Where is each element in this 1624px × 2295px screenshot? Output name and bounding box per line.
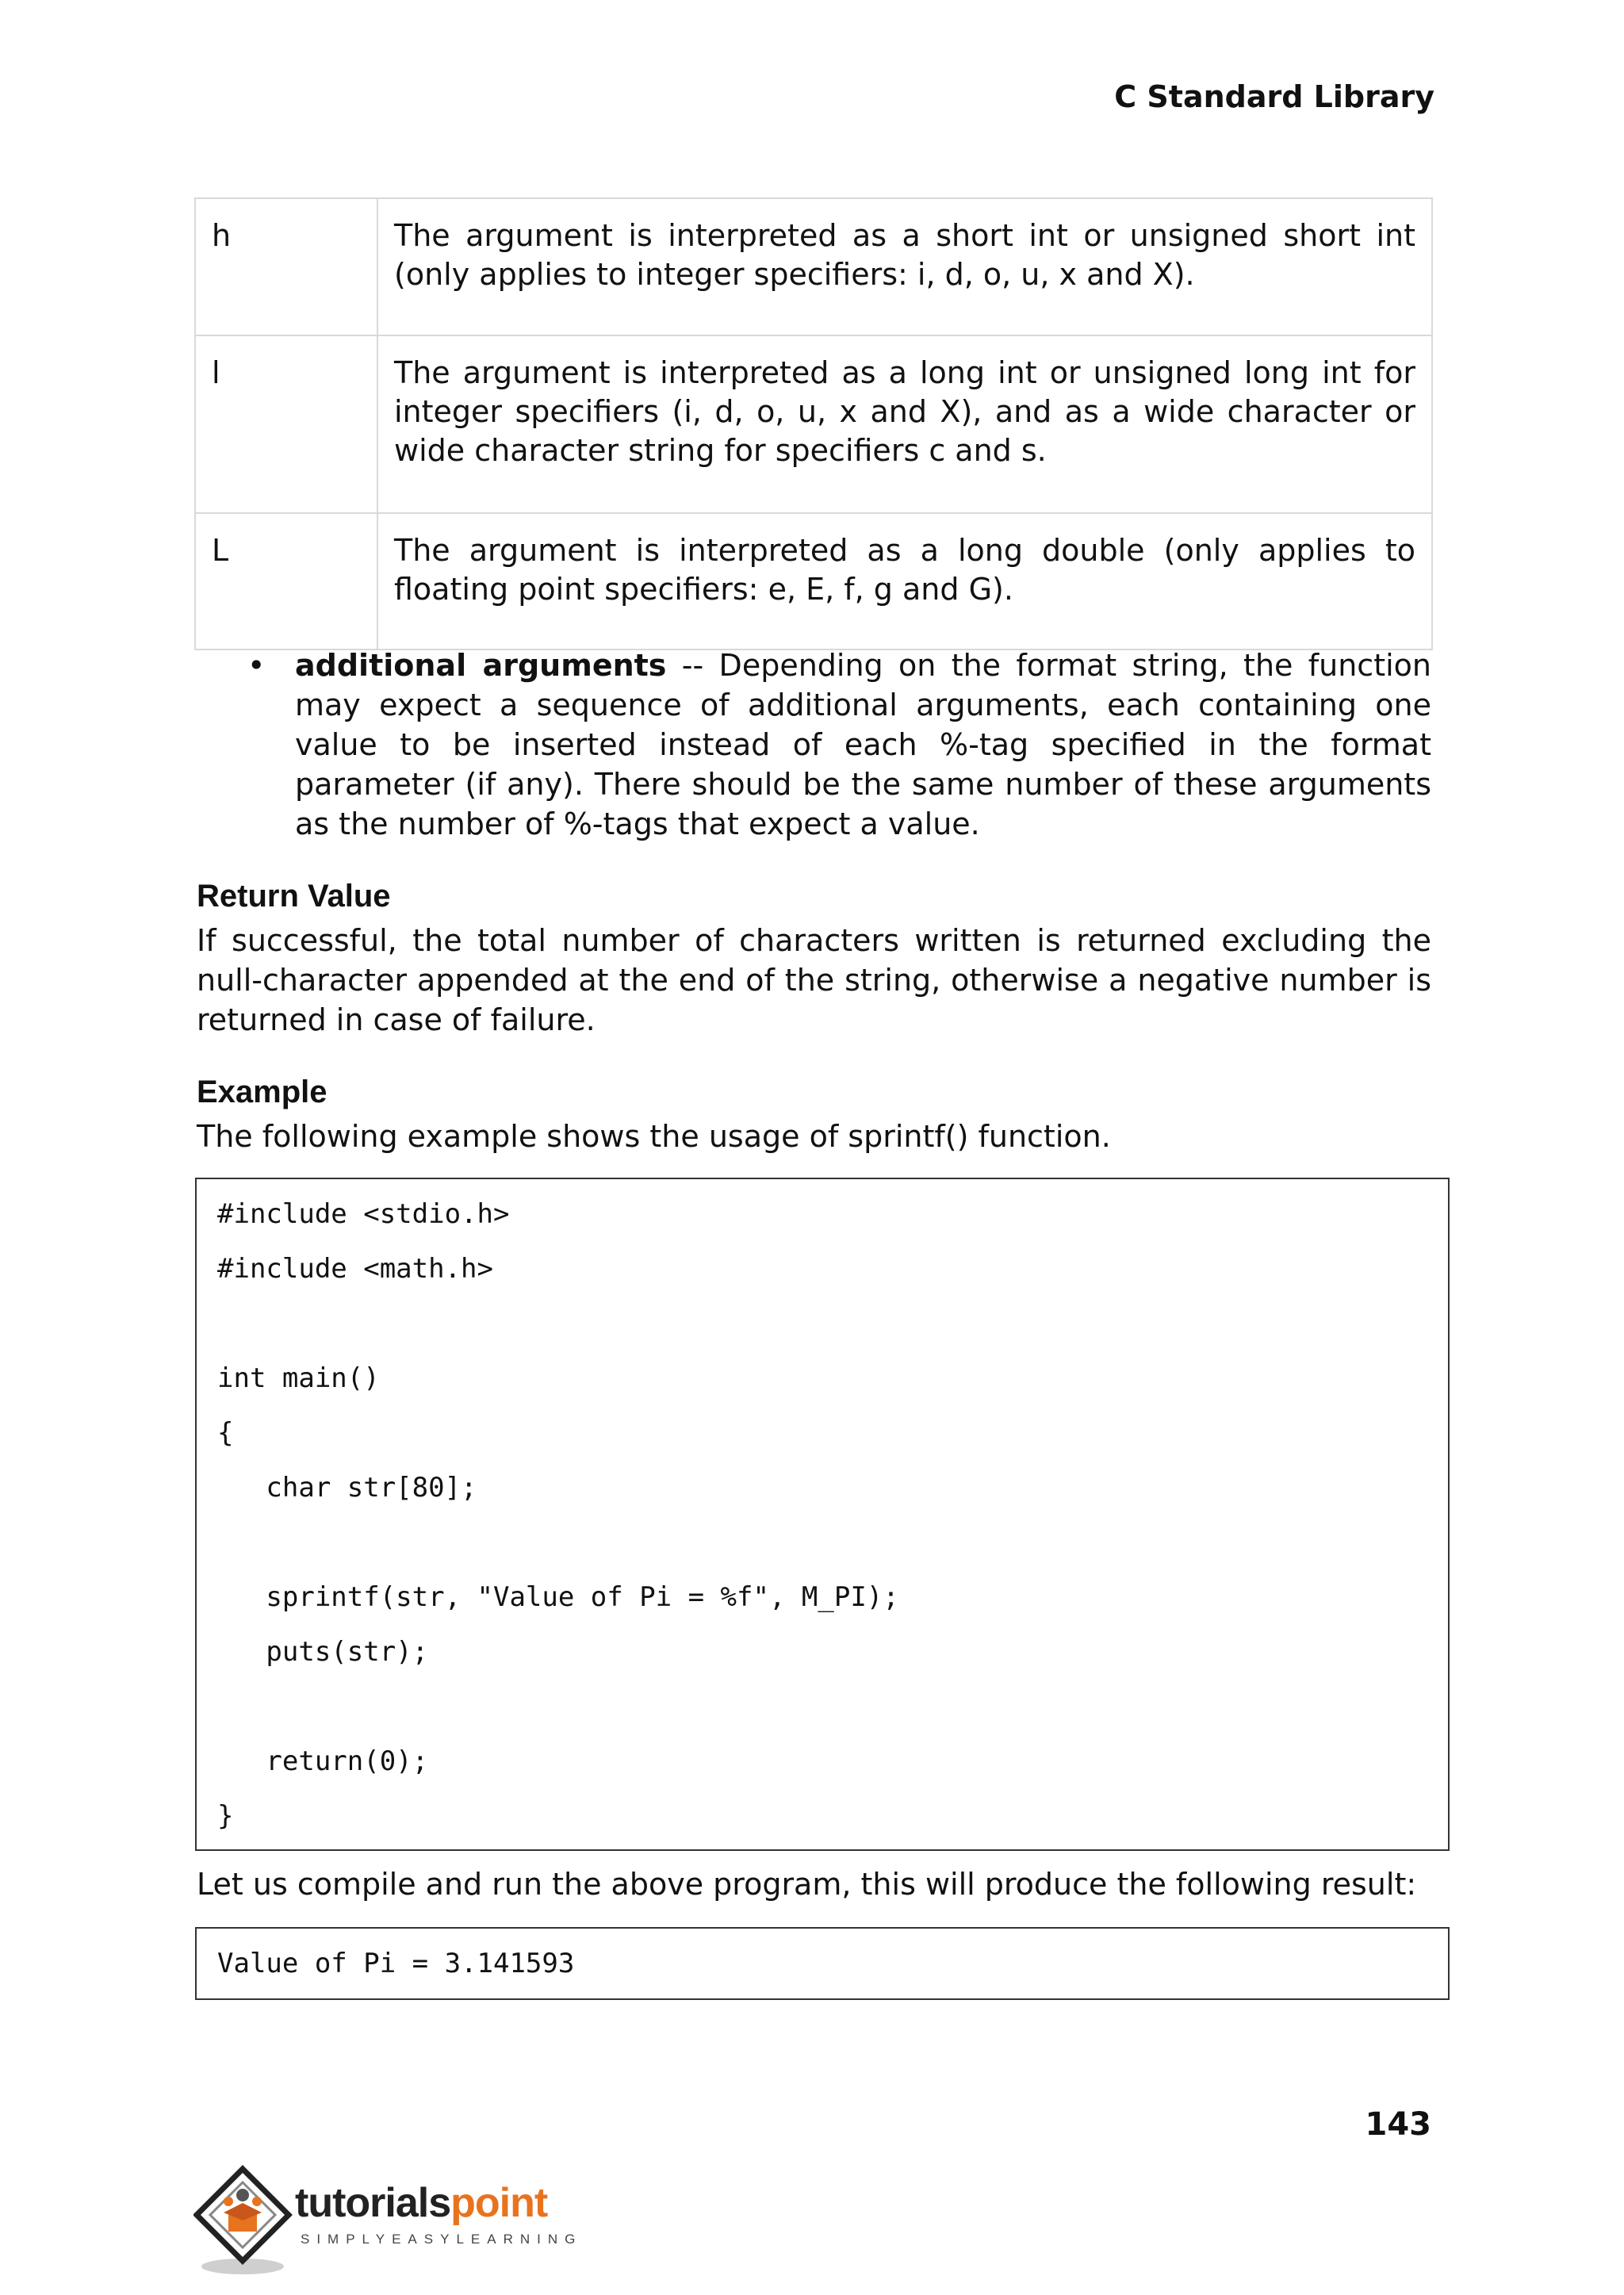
format-modifier-table (194, 197, 1433, 650)
example-intro: The following example shows the usage of sprintf() function. (197, 1119, 1111, 1154)
modifier-cell: L (195, 513, 377, 649)
code-line: sprintf(str, "Value of Pi = %f", M_PI); (217, 1581, 899, 1613)
tutorialspoint-logo (193, 2165, 583, 2276)
code-line: int main() (217, 1362, 380, 1394)
table-row (195, 335, 1432, 513)
logo-diamond-icon (193, 2165, 297, 2276)
bullet-text: -- Depending on the format string, the function may expect a sequence of additional arguments, each containing one value to be inserted instead of each %-tag specified in the format parameter (if any). There should be the same number of these arguments as the number of %-tags that expect a value. (295, 648, 1431, 841)
result-intro: Let us compile and run the above program, this will produce the following result: (197, 1867, 1417, 1902)
output-block (195, 1927, 1450, 2000)
description-cell: The argument is interpreted as a long double (only applies to floating point specifiers: e, E, f, g and G). (377, 513, 1432, 649)
return-value-heading: Return Value (197, 879, 391, 914)
modifier-cell: l (195, 335, 377, 513)
description-cell: The argument is interpreted as a short int or unsigned short int (only applies to integer specifiers: i, d, o, u, x and X). (377, 198, 1432, 335)
code-line: #include <math.h> (217, 1253, 493, 1285)
table-row (195, 513, 1432, 649)
code-line: char str[80]; (217, 1472, 477, 1504)
table-row (195, 198, 1432, 335)
code-line: { (217, 1417, 234, 1449)
code-line: return(0); (217, 1745, 429, 1777)
page-header-title: C Standard Library (1114, 79, 1434, 114)
additional-arguments-item (295, 646, 1431, 844)
code-line: } (217, 1800, 234, 1832)
bullet-term: additional arguments (295, 648, 667, 683)
page-number: 143 (1365, 2106, 1431, 2143)
code-line: #include <stdio.h> (217, 1198, 510, 1230)
return-value-text: If successful, the total number of characters written is returned excluding the null-character appended at the end of the string, otherwise a negative number is returned in case of failure. (197, 923, 1431, 1037)
bullet-icon: • (247, 648, 266, 683)
modifier-cell: h (195, 198, 377, 335)
logo-wordmark: tutorialspoint (295, 2180, 548, 2226)
code-line: puts(str); (217, 1636, 429, 1668)
code-block (195, 1178, 1450, 1851)
output-line: Value of Pi = 3.141593 (217, 1948, 575, 1979)
example-heading: Example (197, 1075, 327, 1109)
logo-tagline: SIMPLYEASYLEARNING (301, 2232, 583, 2247)
description-cell: The argument is interpreted as a long int or unsigned long int for integer specifiers (i, d, o, u, x and X), and as a wide character or wide character string for specifiers c and s. (377, 335, 1432, 513)
